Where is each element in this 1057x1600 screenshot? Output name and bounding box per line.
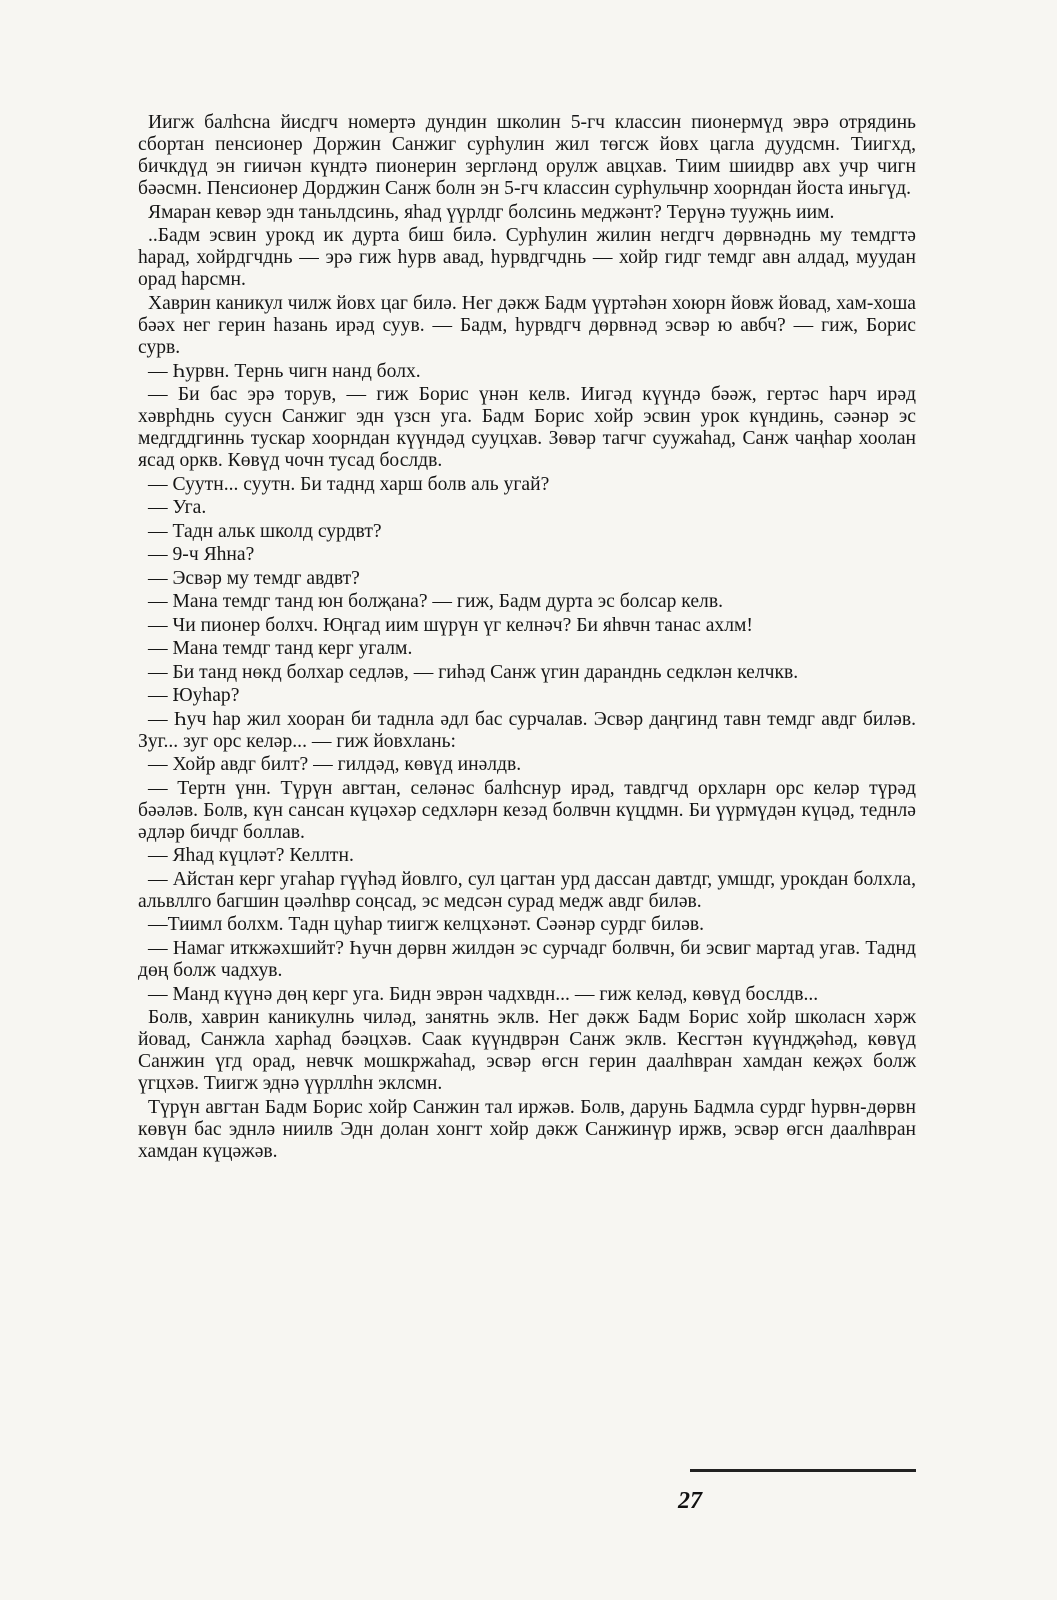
dialogue-line: — 9-ч Яһна?	[148, 544, 255, 566]
dialogue-line: — Би танд нөкд болхар седләв, — гиһәд Санж үгин даранднь седклән келчкв.	[148, 661, 799, 683]
dialogue-line: — Чи пионер болхч. Юңгад иим шүрүн үг келнәч? Би яһвчн танас ахлм!	[148, 614, 753, 636]
paragraph: — Би бас эрә торув, — гиж Борис үнән келв. Иигәд күүндә бәәж, гертәс һарч ирәд хәврһднь суусн Санжиг эдн үзсн уга. Бадм Борис хойр эсвин урок күндинь, сәәнәр эс медгддгиннь тускар хоорндан күүндәд сууцхав. Зөвәр тагчг суужаһад, Санж чаңһар хоолан ясад оркв. Көвүд чочн тусад бослдв.	[138, 384, 916, 472]
dialogue-line: —Тиимл болхм. Тадн цуһар тиигж келцхәнәт. Сәәнәр сурдг биләв.	[148, 914, 705, 936]
dialogue-line: — Тертн үнн. Түрүн авгтан, селәнәс балһснур ирәд, тавдгчд орхларн орс келәр түрәд бәәләв. Болв, күн сансан күцәхәр седхләрн кезәд болвчн күцдмн. Би үүрмүдән күцәд, теднлә әдләр бичдг боллав.	[138, 777, 916, 843]
dialogue-line: — Намаг иткжәхшийт? Һучн дөрвн жилдән эс сурчадг болвчн, би эсвиг мартад угав. Таднд дөң болж чадхув.	[138, 937, 916, 982]
dialogue-line: — Уга.	[148, 497, 207, 519]
dialogue-line: — Эсвәр му темдг авдвт?	[148, 567, 360, 589]
dialogue-line: — Юуһар?	[148, 685, 240, 707]
page-number: 27	[678, 1488, 702, 1514]
footer-rule	[690, 1469, 916, 1472]
paragraph: Хаврин каникул чилж йовх цаг билә. Нег дәкж Бадм үүртәһән хоюрн йовж йовад, хам-хоша бәәх нег герин һазань ирәд суув. — Бадм, һурвдгч дөрвнәд эсвәр ю авбч? — гиж, Борис сурв.	[138, 292, 916, 359]
dialogue-line: — Мана темдг танд керг угалм.	[148, 638, 413, 660]
paragraph: Болв, хаврин каникулнь чиләд, занятнь эклв. Нег дәкж Бадм Борис хойр школасн хәрж йовад, Санжла харһад бәәцхәв. Саак күүндврән Санж эклв. Кесгтән күүндҗәһәд, көвүд Санжин үгд орад, невчк мошкржаһад, эсвәр өгсн герин даалһвран хамдан кеҗәх болж үгцхәв. Тиигж эднә үүрллһн эклсмн.	[138, 1007, 916, 1095]
paragraph: Иигж балһсна йисдгч номертә дундин школин 5-гч классин пионермүд эврә отрядинь сбортан пенсионер Доржин Санжиг сурһулин жил төгсж йовх цагла дуудсмн. Тиигхд, бичкдүд эн гиичән күндтә пионерин зергләнд орулж авцхав. Тиим шиидвр авх учр чигн бәәсмн. Пенсионер Дорджин Санж болн эн 5-гч классин сурһульчнр хоорндан йоста иньгүд.	[138, 112, 916, 200]
dialogue-line: — Һурвн. Тернь чигн нанд болх.	[148, 360, 421, 382]
dialogue-line: — Һуч һар жил хооран би таднла әдл бас сурчалав. Эсвәр даңгинд тавн темдг авдг биләв. Зуг... зуг орс келәр... — гиж йовхлань:	[138, 708, 916, 752]
dialogue-line: — Айстан керг угаһар гүүһәд йовлго, сул цагтан урд дассан давтдг, умшдг, урокдан болхла, альвллго багшин цәәлһвр соңсад, эс медсән сурад медж авдг биләв.	[138, 868, 916, 912]
body-text	[138, 112, 916, 1164]
dialogue-line: — Тадн альк школд сурдвт?	[148, 520, 382, 542]
paragraph: Түрүн авгтан Бадм Борис хойр Санжин тал иржәв. Болв, дарунь Бадмла сурдг һурвн-дөрвн көвүн бас эднлә ниилв Эдн долан хонгт хойр дәкж Санжинүр иржв, эсвәр өгсн даалһвран хамдан күцәжәв.	[138, 1096, 916, 1162]
paragraph: ..Бадм эсвин урокд ик дурта биш билә. Сурһулин жилин негдгч дөрвнәднь му темдгтә һарад, хойрдгчднь — эрә гиж һурв авад, һурвдгчднь — хойр гидг темдг авн алдад, муудан орад һарсмн.	[138, 225, 916, 291]
dialogue-line: — Хойр авдг билт? — гилдәд, көвүд инәлдв.	[148, 754, 522, 776]
dialogue-line: — Яһад күцләт? Келлтн.	[148, 845, 354, 867]
dialogue-line: — Манд күүнә дөң керг уга. Бидн эврән чадхвдн... — гиж келәд, көвүд бослдв...	[148, 983, 819, 1005]
dialogue-line: — Суутн... суутн. Би таднд харш болв аль угай?	[148, 473, 550, 495]
dialogue-line: — Мана темдг танд юн болҗана? — гиж, Бадм дурта эс болсар келв.	[148, 591, 723, 613]
paragraph: Ямаран кевәр эдн таньлдсинь, яһад үүрлдг болсинь меджәнт? Терүнә тууҗнь иим.	[148, 201, 835, 223]
